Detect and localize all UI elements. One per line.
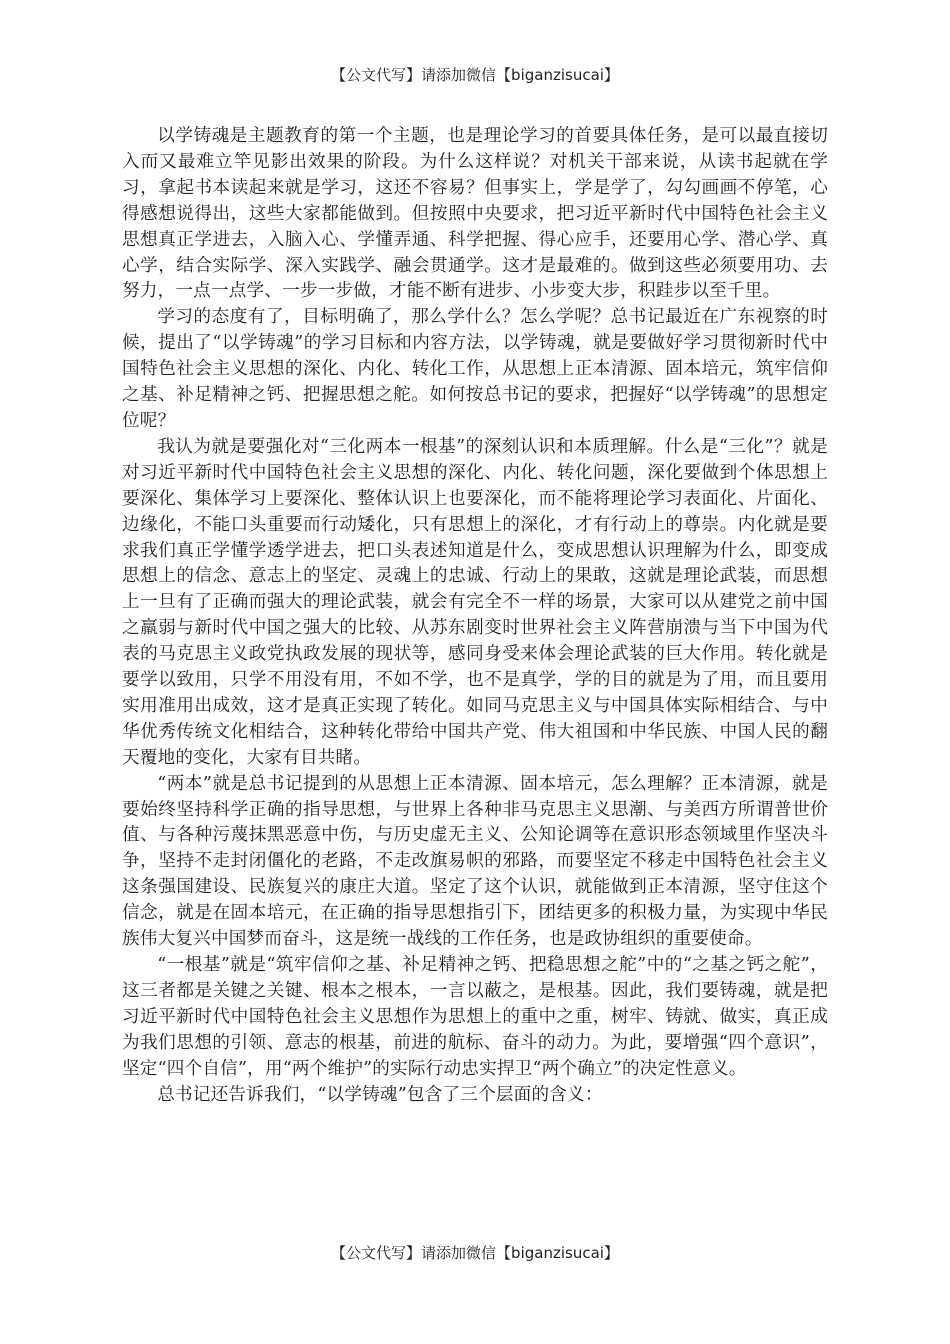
document-body (122, 124, 828, 1108)
page-header: 【公文代写】请添加微信【biganzisucai】 (331, 66, 619, 84)
paragraph-3: 我认为就是要强化对“三化两本一根基”的深刻认识和本质理解。什么是“三化”？就是对习近平新时代中国特色社会主义思想的深化、内化、转化问题，深化要做到个体思想上要深化、集体学习上要深化、整体认识上也要深化，而不能将理论学习表面化、片面化、边缘化，不能口头重要而行动矮化，只有思想上的深化，才有行动上的尊崇。内化就是要求我们真正学懂学透学进去，把口头表述知道是什么，变成思想认识理解为什么，即变成思想上的信念、意志上的坚定、灵魂上的忠诚、行动上的果敢，这就是理论武装，而思想上一旦有了正确而强大的理论武装，就会有完全不一样的场景，大家可以从建党之前中国之羸弱与新时代中国之强大的比较、从苏东剧变时世界社会主义阵营崩溃与当下中国为代表的马克思主义政党执政发展的现状等，感同身受来体会理论武装的巨大作用。转化就是要学以致用，只学不用没有用，不如不学，也不是真学，学的目的就是为了用，而且要用实用准用出成效，这才是真正实现了转化。如同马克思主义与中国具体实际相结合、与中华优秀传统文化相结合，这种转化带给中国共产党、伟大祖国和中华民族、中国人民的翻天覆地的变化，大家有目共睹。 (122, 436, 828, 768)
page-footer: 【公文代写】请添加微信【biganzisucai】 (331, 1244, 619, 1262)
paragraph-5: “一根基”就是“筑牢信仰之基、补足精神之钙、把稳思想之舵”中的“之基之钙之舵”，这三者都是关键之关键、根本之根本，一言以蔽之，是根基。因此，我们要铸魂，就是把习近平新时代中国特色社会主义思想作为思想上的重中之重，树牢、铸就、做实，真正成为我们思想的引领、意志的根基，前进的航标、奋斗的动力。为此，要增强“四个意识”，坚定“四个自信”，用“两个维护”的实际行动忠实捍卫“两个确立”的决定性意义。 (122, 955, 828, 1079)
paragraph-6: 总书记还告诉我们，“以学铸魂”包含了三个层面的含义： (157, 1084, 603, 1105)
paragraph-4: “两本”就是总书记提到的从思想上正本清源、固本培元，怎么理解？正本清源，就是要始终坚持科学正确的指导思想，与世界上各种非马克思主义思潮、与美西方所谓普世价值、与各种污蔑抹黑恶意中伤，与历史虚无主义、公知论调等在意识形态领域里作坚决斗争，坚持不走封闭僵化的老路，不走改旗易帜的邪路，而要坚定不移走中国特色社会主义这条强国建设、民族复兴的康庄大道。坚定了这个认识，就能做到正本清源，坚守住这个信念，就是在固本培元，在正确的指导思想指引下，团结更多的积极力量，为实现中华民族伟大复兴中国梦而奋斗，这是统一战线的工作任务，也是政协组织的重要使命。 (122, 773, 828, 950)
paragraph-2: 学习的态度有了，目标明确了，那么学什么？怎么学呢？总书记最近在广东视察的时候，提出了“以学铸魂”的学习目标和内容方法，以学铸魂，就是要做好学习贯彻新时代中国特色社会主义思想的深化、内化、转化工作，从思想上正本清源、固本培元，筑牢信仰之基、补足精神之钙、把握思想之舵。如何按总书记的要求，把握好“以学铸魂”的思想定位呢？ (122, 307, 828, 431)
paragraph-1: 以学铸魂是主题教育的第一个主题，也是理论学习的首要具体任务，是可以最直接切入而又最难立竿见影出效果的阶段。为什么这样说？对机关干部来说，从读书起就在学习，拿起书本读起来就是学习，这还不容易？但事实上，学是学了，勾勾画画不停笔，心得感想说得出，这些大家都能做到。但按照中央要求，把习近平新时代中国特色社会主义思想真正学进去，入脑入心、学懂弄通、科学把握、得心应手，还要用心学、潜心学、真心学，结合实际学、深入实践学、融会贯通学。这才是最难的。做到这些必须要用功、去努力，一点一点学、一步一步做，才能不断有进步、小步变大步，积跬步以至千里。 (122, 126, 828, 302)
